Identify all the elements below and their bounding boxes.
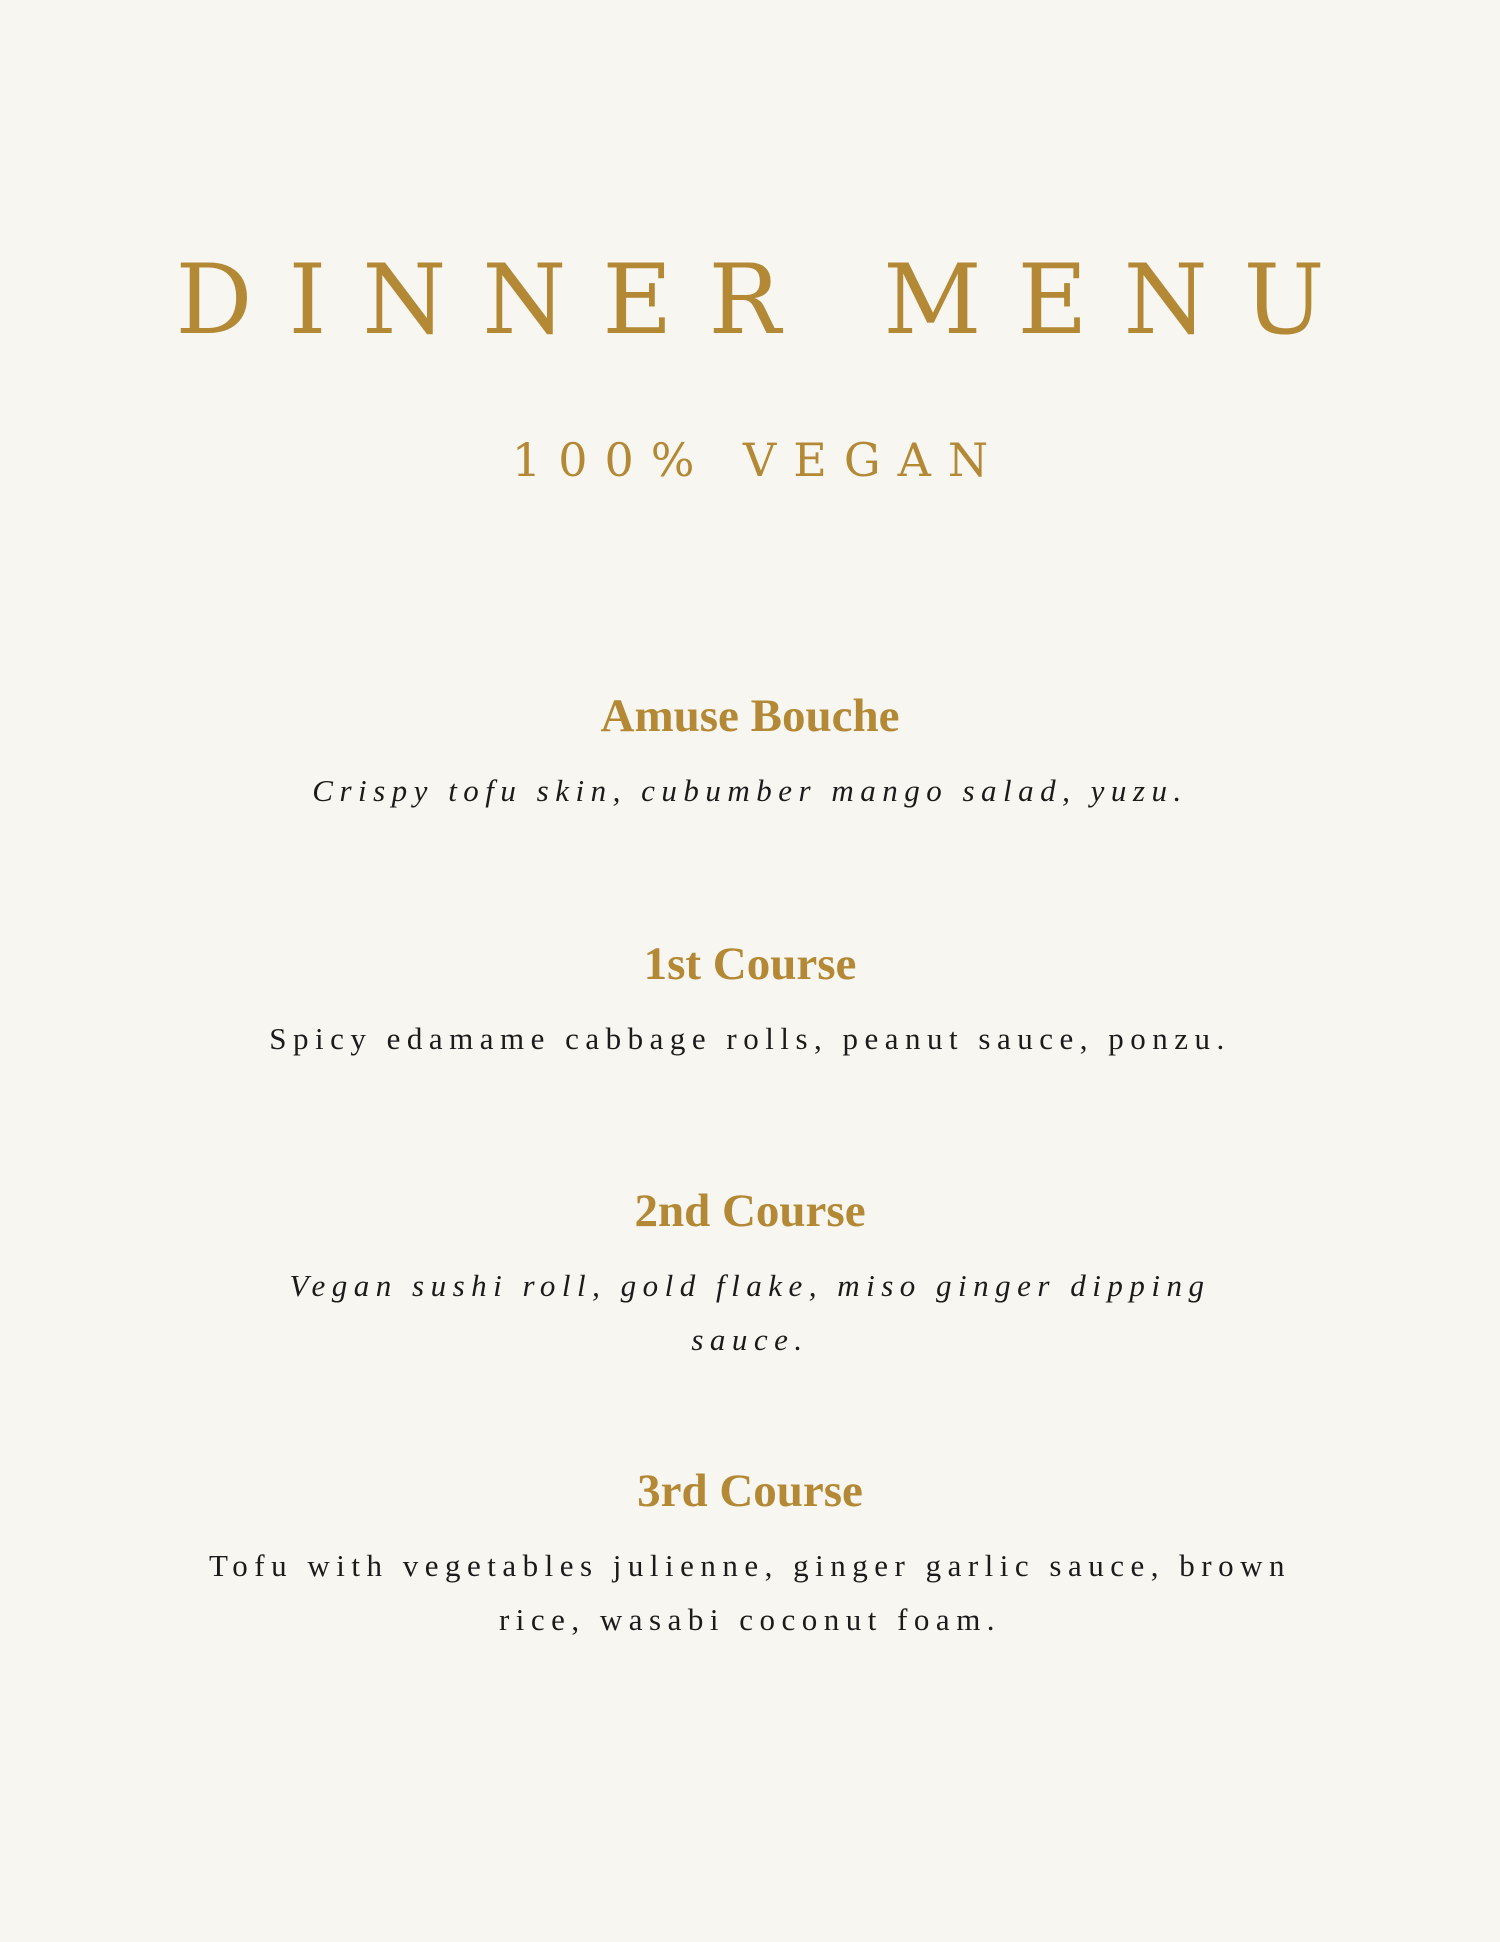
menu-title: DINNER MENU <box>175 244 1361 356</box>
course-name: 1st Course <box>643 938 857 990</box>
course-description: Tofu with vegetables julienne, ginger garlic sauce, brown rice, wasabi coconut foam. <box>209 1548 1291 1637</box>
course-third <box>150 1461 1350 1647</box>
menu-subtitle: 100% VEGAN <box>511 433 1006 487</box>
course-amuse-bouche <box>150 686 1350 818</box>
course-name: Amuse Bouche <box>600 690 900 742</box>
course-description: Spicy edamame cabbage rolls, peanut sauce, ponzu. <box>269 1021 1231 1056</box>
course-first <box>150 934 1350 1066</box>
course-description: Vegan sushi roll, gold flake, miso ginger dipping sauce. <box>289 1268 1211 1357</box>
course-name: 3rd Course <box>637 1465 863 1517</box>
course-name: 2nd Course <box>634 1185 866 1237</box>
course-second <box>150 1181 1350 1367</box>
course-description: Crispy tofu skin, cubumber mango salad, yuzu. <box>312 773 1188 808</box>
